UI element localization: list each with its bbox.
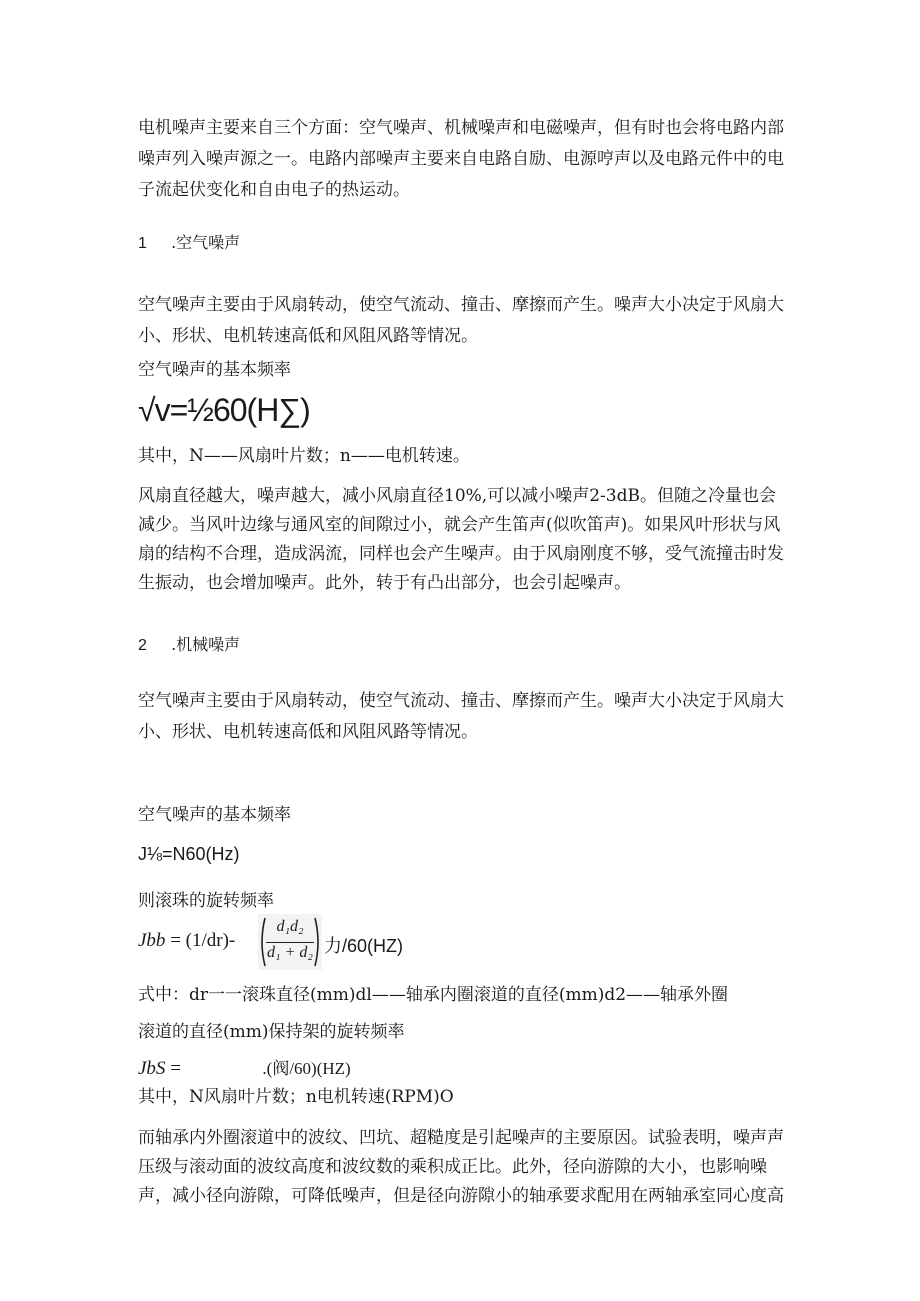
- formula-ball-frequency: [138, 930, 788, 952]
- formula-lhs: JbS: [138, 1058, 166, 1079]
- basic-frequency-label: 空气噪声的基本频率: [138, 360, 291, 380]
- intro-paragraph: 电机噪声主要来自三个方面：空气噪声、机械噪声和电磁噪声，但有时也会将电路内部噪声列入噪声源之一。电路内部噪声主要来自电路自励、电源哼声以及电路元件中的电子流起伏变化和自由电子的热运动。: [138, 118, 784, 200]
- formula-explanation: 其中，N——风扇叶片数；n——电机转速。: [138, 446, 470, 466]
- section-number: 2: [138, 637, 147, 654]
- formula-legend-line-1: 式中：dr一一滚珠直径(mm)dl——轴承内圈滚道的直径(mm)d2——轴承外圈: [138, 985, 729, 1005]
- formula-lhs: Jbb: [138, 930, 166, 951]
- ball-rotation-label: 则滚珠的旋转频率: [138, 891, 274, 911]
- fraction-bar: [266, 942, 314, 943]
- air-noise-paragraph: 空气噪声主要由于风扇转动，使空气流动、撞击、摩擦而产生。噪声大小决定于风扇大小、形状、电机转速高低和风阻风路等情况。: [138, 295, 784, 346]
- fan-diameter-paragraph: 风扇直径越大，噪声越大，减小风扇直径10%,可以减小噪声2-3dB。但随之冷量也会减少。当风叶边缘与通风室的间隙过小，就会产生笛声(似吹笛声)。如果风叶形状与风扇的结构不合理，造成涡流，同样也会产生噪声。由于风扇刚度不够，受气流撞击时发生振动，也会增加噪声。此外，转于有凸出部分，也会引起噪声。: [138, 486, 784, 593]
- section-number: 1: [138, 235, 147, 252]
- fraction-image: [258, 914, 322, 970]
- formula-explanation-2: 其中，N风扇叶片数；n电机转速(RPM)O: [138, 1087, 454, 1107]
- formula-legend-line-2: 滚道的直径(mm)保持架的旋转频率: [138, 1022, 405, 1042]
- formula-cage-frequency: [138, 1054, 788, 1080]
- formula-mid: = (1/dr)-: [170, 930, 236, 951]
- section-title: .空气噪声: [171, 233, 241, 252]
- formula-eq: =: [170, 1058, 181, 1079]
- formula-rhs: 力/60(HZ): [324, 936, 404, 956]
- basic-frequency-label-2: 空气噪声的基本频率: [138, 805, 291, 825]
- section-heading-air-noise: [138, 230, 788, 253]
- fraction-denominator: d₁ + d₂: [267, 944, 313, 961]
- formula-base-frequency: J⅛=N60(Hz): [138, 844, 240, 864]
- section-title: .机械噪声: [171, 635, 241, 654]
- formula-fundamental-frequency: √v=½60(H∑): [138, 392, 310, 428]
- section-heading-mechanical-noise: [138, 632, 788, 655]
- fraction-numerator: d₁d₂: [276, 918, 304, 935]
- mechanical-noise-paragraph: 空气噪声主要由于风扇转动，使空气流动、撞击、摩擦而产生。噪声大小决定于风扇大小、形状、电机转速高低和风阻风路等情况。: [138, 691, 784, 742]
- formula-rhs: .(阀/60)(HZ): [262, 1059, 351, 1078]
- bearing-noise-paragraph: 而轴承内外圈滚道中的波纹、凹坑、超糙度是引起噪声的主要原因。试验表明，噪声声压级与滚动面的波纹高度和波纹数的乘积成正比。此外，径向游隙的大小，也影响噪声，减小径向游隙，可降低噪声，但是径向游隙小的轴承要求配用在两轴承室同心度高: [138, 1128, 784, 1206]
